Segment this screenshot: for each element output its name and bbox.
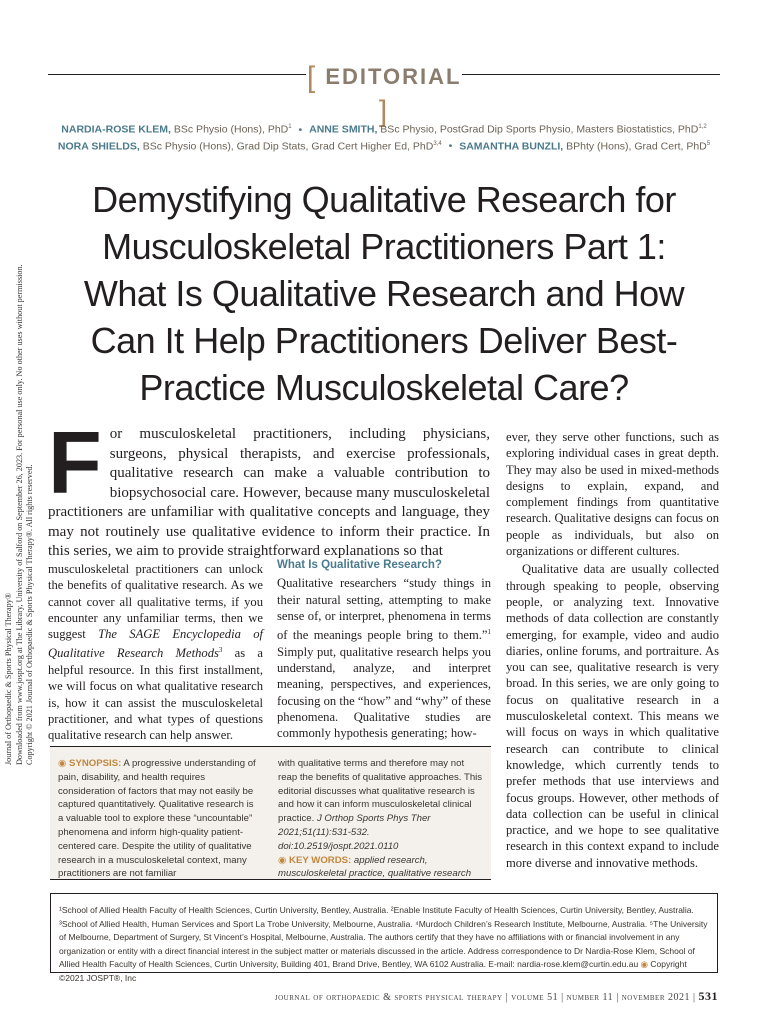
keywords-bullet-icon: ◉ — [278, 854, 287, 866]
drop-cap: F — [48, 413, 102, 512]
body-column-2 — [277, 557, 491, 741]
citation: J Orthop Sports Phys Ther 2021;51(11):531-532. doi:10.2519/jospt.2021.0110 — [278, 813, 431, 852]
body-paragraph: Qualitative data are usually collected through speaking to people, observing people, or analyzing text. Innovative methods of data collection are constantly emerging, for example, video and audio diaries, online forums, and portraiture. As you can see, qualitative research is very broad. In this series, we are only going to focus on qualitative research in a musculoskeletal context. This means we will focus on ways in which qualitative research can contribute to clinical knowledge, which currently tends to prefer methods that use interviews and focus groups. However, other methods of data collection can be useful in clinical practice, and we hope to see qualitative research in this context expand to include more diverse and innovative methods. — [506, 562, 719, 870]
affiliations-box — [50, 893, 718, 983]
volume: volume 51 — [511, 992, 559, 1003]
bracket-open: [ — [306, 61, 318, 94]
section-label-text: EDITORIAL — [325, 64, 462, 89]
author-affil-sup: 1,2 — [698, 124, 707, 130]
section-label — [300, 58, 468, 126]
author-name: SAMANTHA BUNZLI, — [459, 140, 564, 152]
author-name: ANNE SMITH, — [309, 123, 378, 136]
synopsis-bullet-icon: ◉ — [58, 758, 67, 769]
bracket-close: ] — [378, 95, 390, 128]
synopsis-text: A progressive understanding of pain, disability, and health requires consideration of factors that may not easily be captured quantitatively. Qualitative research is a valuable tool to explore these “uncountable” phenomena and inform high-quality patient-centered care. Despite the utility of qualitative research in a musculoskeletal context, many practitioners are not familiar — [58, 758, 256, 880]
author-degrees: BSc Physio (Hons), PhD — [170, 123, 289, 136]
side-note-line: Copyright © 2021 Journal of Orthopaedic & Sports Physical Therapy®. All rights reserved. — [25, 464, 34, 765]
author-name: NORA SHIELDS, — [57, 140, 140, 152]
page-footer: journal of orthopaedic & sports physical therapy | volume 51 | number 11 | november 2021 | 531 — [274, 989, 718, 1003]
body-paragraph: ever, they serve other functions, such as exploring individual cases in great depth. They may also be used in mixed-methods designs to explain, expand, and complement findings from quantitative research. Qualitative designs can focus on people as individuals, but also on organizations or different cultures. — [506, 430, 719, 559]
author-line-1 — [0, 120, 768, 137]
intro-paragraph — [48, 413, 490, 562]
body-paragraph: musculoskeletal practitioners can unlock the benefits of qualitative research. As we cannot cover all qualitative terms, if you encounter any unfamiliar terms, then we suggest The SAGE Encyclopedia of Qualitative Research Methods$^3$ as a helpful resource. In this first installment, we will focus on what qualitative research is, how it can assist the musculoskeletal practitioner, and what types of questions qualitative research can help answer. — [48, 562, 263, 743]
author-affil-sup: 5 — [706, 140, 711, 147]
affiliations-text: ¹School of Allied Health Faculty of Health Sciences, Curtin University, Bentley, Australia. ²Enable Institute Faculty of Health Sciences, Curtin University, Bentley, Australia. ³School of Allied Health, Human Services and Sport La Trobe University, Melbourne, Australia. ⁴Murdoch Children’s Research Institute, Melbourne, Australia. ⁵The University of Melbourne, Department of Surgery, St Vincent’s Hospital, Melbourne, Australia. The authors certify that they have no affiliations with or financial involvement in any organization or entity with a direct financial interest in the subject matter or materials discussed in the article. Address correspondence to Dr Nardia-Rose Klem, School of Allied Health Faculty of Health Sciences, Curtin University, Building 401, Brand Drive, Bentley, WA 6102 Australia. E-mail: nardia-rose.klem@curtin.edu.au — [59, 905, 708, 969]
keywords-text: applied research, musculoskeletal practice, qualitative research — [278, 854, 472, 880]
author-separator: • — [298, 123, 303, 136]
synopsis-column-left — [58, 757, 260, 881]
author-name: NARDIA-ROSE KLEM, — [61, 123, 171, 136]
intro-text: or musculoskeletal practitioners, including physicians, surgeons, physical therapists, and exercise professionals, qualitative research can make a valuable contribution to biopsychosocial care. However, because many musculoskeletal practitioners are unfamiliar with qualitative concepts and language, they may not routinely use qualitative evidence to inform their practice. In this series, we aim to provide straightforward explanations so that — [48, 426, 490, 559]
side-note-line: Downloaded from www.jospt.org at The Library, University of Salford on September 26, 2023. For personal use only. No other uses without permission. — [14, 264, 24, 765]
author-line-2 — [0, 137, 768, 154]
body-column-3 — [506, 429, 719, 871]
author-degrees: BPhty (Hons), Grad Cert, PhD — [563, 140, 707, 152]
author-separator: • — [448, 140, 453, 152]
article-title: Demystifying Qualitative Research for Musculoskeletal Practitioners Part 1: What Is Qualitative Research and How Can It Help Practitioners Deliver Best-Practice Musculoskeletal Care? — [83, 179, 685, 408]
reference-sup: 3 — [218, 646, 223, 655]
reference-sup: 1 — [487, 628, 491, 637]
journal-name: journal of orthopaedic & sports physical therapy — [274, 992, 503, 1003]
copyright-text: Copyright ©2021 JOSPT®, Inc — [59, 959, 687, 983]
issue-date: november 2021 — [621, 992, 690, 1003]
synopsis-box — [50, 746, 491, 880]
download-side-note — [4, 175, 48, 765]
header-rule-left — [48, 74, 306, 75]
page-number: 531 — [698, 989, 718, 1003]
author-degrees: BSc Physio (Hons), Grad Dip Stats, Grad Cert Higher Ed, PhD — [139, 140, 434, 152]
author-affil-sup: 3,4 — [433, 140, 442, 147]
body-column-1 — [48, 561, 263, 743]
issue-number: number 11 — [566, 992, 614, 1003]
author-affil-sup: 1 — [288, 124, 292, 130]
book-title: The SAGE Encyclopedia of Qualitative Research Methods — [48, 627, 263, 661]
side-note-line: Journal of Orthopaedic & Sports Physical Therapy® — [4, 592, 13, 765]
author-degrees: BSc Physio, PostGrad Dip Sports Physio, Masters Biostatistics, PhD — [377, 123, 699, 136]
synopsis-text: with qualitative terms and therefore may not reap the benefits of qualitative approaches. This editorial discusses what qualitative research is and how it can inform musculoskeletal clinical practice. — [278, 758, 483, 825]
synopsis-column-right — [278, 757, 484, 881]
keywords-label: KEY WORDS: — [289, 854, 352, 866]
section-heading: What Is Qualitative Research? — [277, 559, 442, 571]
author-list — [0, 120, 768, 153]
body-paragraph: Qualitative researchers “study things in their natural setting, attempting to make sense of, or interpret, phenomena in terms of the meanings people bring to them.”$^1$ Simply put, qualitative research helps you understand, analyze, and interpret meaning, perspectives, and experiences, focusing on the “how” and “why” of these phenomena. Qualitative studies are commonly hypothesis generating; how- — [277, 576, 491, 741]
copyright-bullet-icon: ◉ — [640, 959, 648, 969]
header-rule-right — [462, 74, 720, 75]
synopsis-label: SYNOPSIS: — [69, 758, 122, 769]
